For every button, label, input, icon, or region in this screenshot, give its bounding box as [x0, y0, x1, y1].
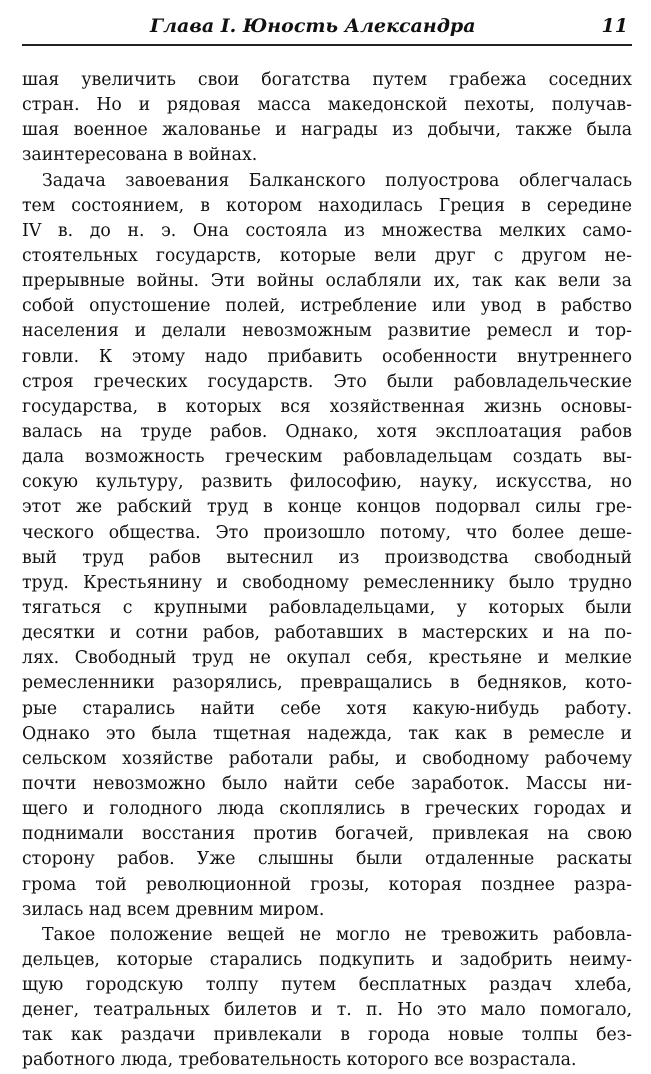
text-line: ремесленники разорялись, превращались в бедняков, кото-: [22, 673, 632, 694]
text-line: лях. Свободный труд не окупал себя, крестьяне и мелкие: [22, 648, 632, 669]
paragraph: [22, 923, 632, 1074]
text-line: рые старались найти себе хотя какую-нибудь работу.: [22, 698, 632, 719]
text-line: сельском хозяйстве работали рабы, и свободному рабочему: [22, 748, 632, 769]
text-line: IV в. до н. э. Она состояла из множества мелких само-: [22, 220, 632, 241]
text-line: заинтересована в войнах.: [22, 145, 258, 166]
page-number: 11: [601, 15, 628, 37]
text-line: стран. Но и рядовая масса македонской пехоты, получав-: [22, 95, 632, 116]
text-line: денег, театральных билетов и т. п. Но это мало помогало,: [22, 1000, 632, 1021]
text-line: грома той революционной грозы, которая позднее разра-: [22, 874, 632, 895]
text-line: поднимали восстания против богачей, привлекая на свою: [22, 824, 632, 845]
text-line: труд. Крестьянину и свободному ремесленнику было трудно: [22, 572, 632, 593]
text-line: щего и голодного люда скоплялись в греческих городах и: [22, 799, 632, 820]
text-line: Однако это была тщетная надежда, так как в ремесле и: [22, 723, 632, 744]
body-text: [22, 68, 632, 1074]
text-line: прерывные войны. Эти войны ослабляли их, так как вели за: [22, 271, 632, 292]
book-page: [22, 10, 632, 1074]
text-line: дельцев, которые старались подкупить и задобрить неиму-: [22, 949, 632, 970]
text-line: ческого общества. Это произошло потому, что более деше-: [22, 522, 632, 543]
text-line: работного люда, требовательность которого все возрастала.: [22, 1050, 577, 1071]
text-line: Такое положение вещей не могло не тревожить рабовла-: [42, 924, 632, 945]
text-line: дала возможность греческим рабовладельцам создать вы-: [22, 447, 632, 468]
text-line: щую городскую толпу путем бесплатных раздач хлеба,: [22, 975, 632, 996]
text-line: Задача завоевания Балканского полуострова облегчалась: [42, 170, 632, 191]
text-line: вый труд рабов вытеснил из производства свободный: [22, 547, 632, 568]
text-line: шая увеличить свои богатства путем грабежа соседних: [22, 70, 632, 90]
text-line: населения и делали невозможным развитие ремесл и тор-: [22, 321, 632, 342]
paragraph: [22, 68, 632, 169]
paragraph: [22, 169, 632, 923]
text-line: шая военное жалованье и награды из добычи, также была: [22, 120, 632, 141]
text-line: строя греческих государств. Это были рабовладельческие: [22, 371, 632, 392]
text-line: зилась над всем древним миром.: [22, 899, 325, 920]
text-line: почти невозможно было найти себе заработок. Массы ни-: [22, 773, 632, 794]
text-line: этот же рабский труд в конце концов подорвал силы гре-: [22, 497, 632, 518]
text-line: государства, в которых вся хозяйственная жизнь основы-: [22, 396, 632, 417]
text-line: тягаться с крупными рабовладельцами, у которых были: [22, 597, 632, 618]
text-line: десятки и сотни рабов, работавших в мастерских и на по-: [22, 623, 632, 644]
text-line: валась на труде рабов. Однако, хотя эксплоатация рабов: [22, 421, 632, 442]
text-line: стоятельных государств, которые вели друг с другом не-: [22, 245, 632, 266]
text-line: так как раздачи привлекали в города новые толпы без-: [22, 1025, 632, 1046]
text-line: собой опустошение полей, истребление или увод в рабство: [22, 296, 632, 317]
running-head: [22, 10, 632, 46]
text-line: тем состоянием, в котором находилась Греция в середине: [22, 195, 632, 216]
running-title: Глава I. Юность Александра: [150, 15, 476, 37]
text-line: сторону рабов. Уже слышны были отдаленные раскаты: [22, 849, 632, 870]
text-line: сокую культуру, развить философию, науку, искусства, но: [22, 472, 632, 493]
text-line: говли. К этому надо прибавить особенности внутреннего: [22, 346, 632, 367]
